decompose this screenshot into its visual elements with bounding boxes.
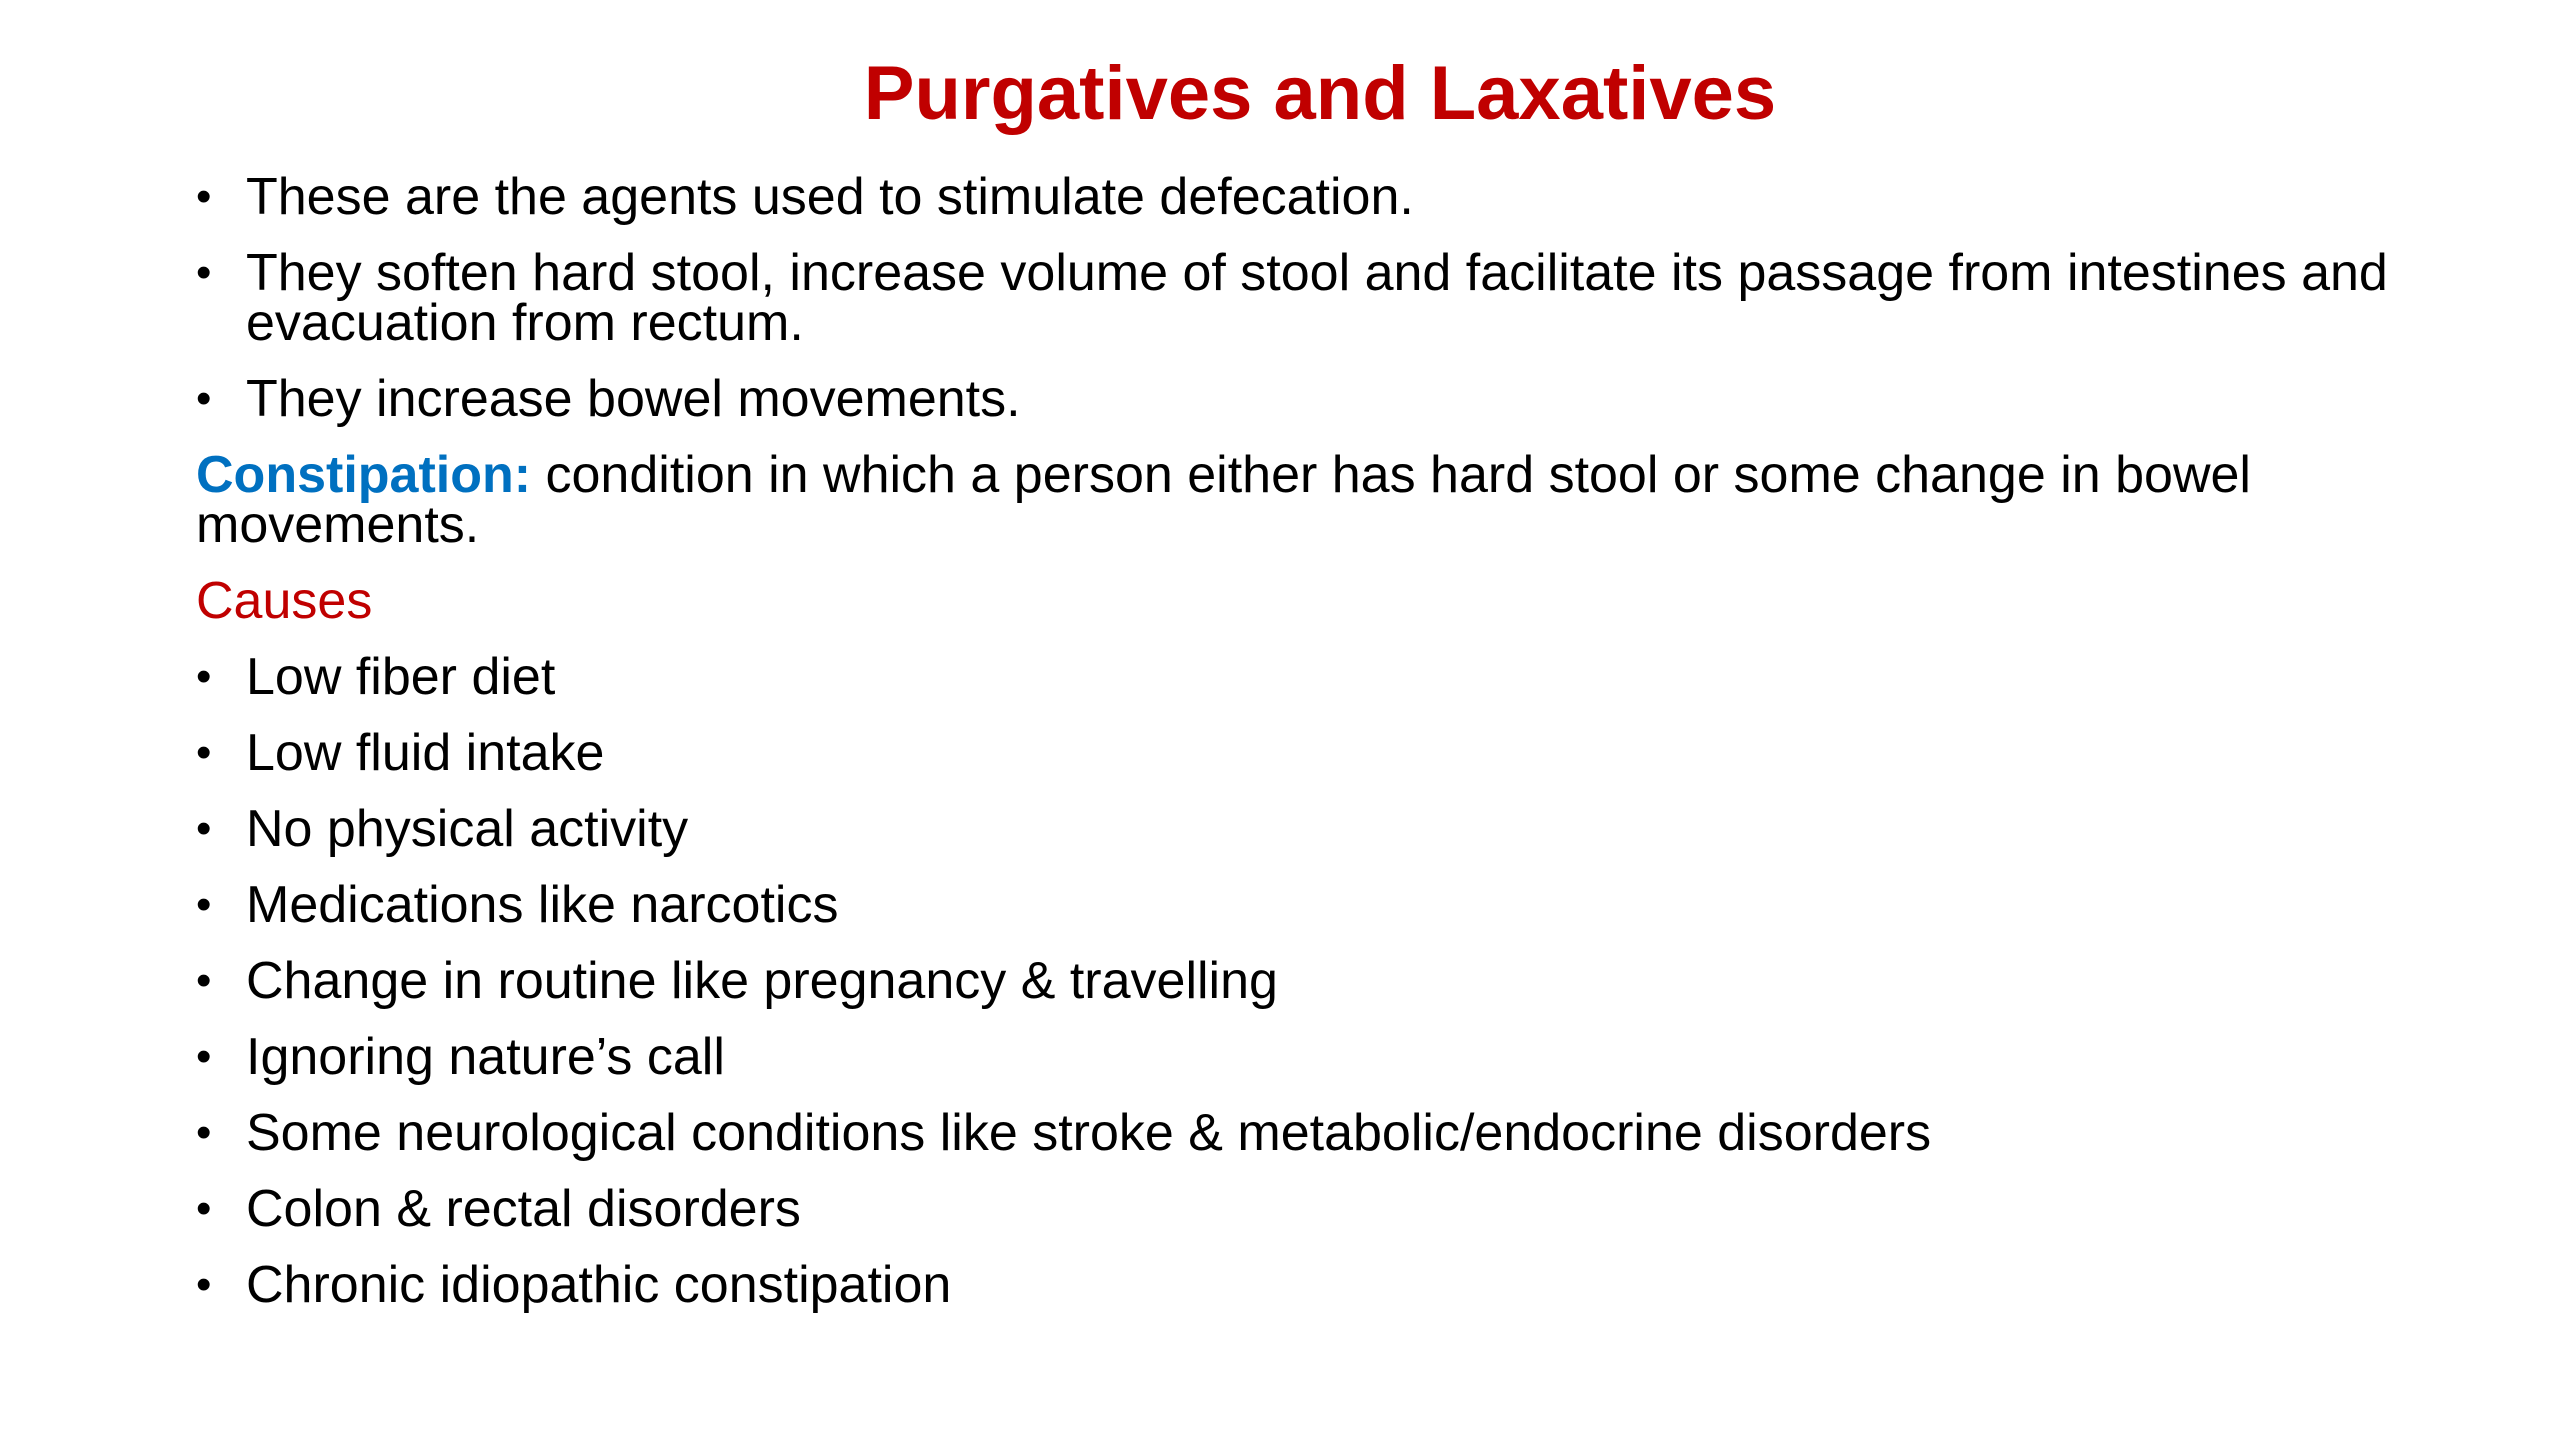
bullet-icon: • (196, 804, 212, 853)
cause-text: Low fluid intake (246, 724, 605, 782)
definition-paragraph (196, 446, 2456, 554)
causes-list (196, 648, 2456, 1314)
bullet-icon: • (196, 1184, 212, 1233)
list-item (196, 876, 2456, 934)
list-item (196, 168, 2456, 226)
definition-text: condition in which a person either has hard stool or some change in bowel movements. (196, 446, 2251, 554)
cause-text: Low fiber diet (246, 648, 556, 706)
bullet-icon: • (196, 248, 212, 297)
list-item (196, 244, 2456, 352)
list-item (196, 800, 2456, 858)
bullet-icon: • (196, 956, 212, 1005)
cause-text: Some neurological conditions like stroke & metabolic/endocrine disorders (246, 1104, 1932, 1162)
cause-text: No physical activity (246, 800, 689, 858)
cause-text: Ignoring nature’s call (246, 1028, 725, 1086)
bullet-icon: • (196, 374, 212, 423)
bullet-text: They increase bowel movements. (246, 370, 1021, 428)
bullet-icon: • (196, 172, 212, 221)
bullet-icon: • (196, 1108, 212, 1157)
bullet-icon: • (196, 728, 212, 777)
list-item (196, 648, 2456, 706)
slide-title: Purgatives and Laxatives (863, 51, 1777, 136)
bullet-icon: • (196, 880, 212, 929)
list-item (196, 1028, 2456, 1086)
cause-text: Chronic idiopathic constipation (246, 1256, 952, 1314)
bullet-text: They soften hard stool, increase volume of stool and facilitate its passage from intestines and evacuation from rectum. (246, 244, 2388, 352)
definition-term: Constipation: (196, 446, 532, 504)
list-item (196, 1256, 2456, 1314)
list-item (196, 1104, 2456, 1162)
bullet-text: These are the agents used to stimulate defecation. (246, 168, 1414, 226)
cause-text: Medications like narcotics (246, 876, 839, 934)
list-item (196, 952, 2456, 1010)
bullet-icon: • (196, 1260, 212, 1309)
list-item (196, 370, 2456, 428)
causes-heading: Causes (196, 572, 373, 630)
list-item (196, 724, 2456, 782)
bullet-icon: • (196, 652, 212, 701)
cause-text: Change in routine like pregnancy & travelling (246, 952, 1278, 1010)
cause-text: Colon & rectal disorders (246, 1180, 801, 1238)
list-item (196, 1180, 2456, 1238)
intro-bullet-list (196, 168, 2456, 428)
slide-content (196, 168, 2456, 1336)
bullet-icon: • (196, 1032, 212, 1081)
